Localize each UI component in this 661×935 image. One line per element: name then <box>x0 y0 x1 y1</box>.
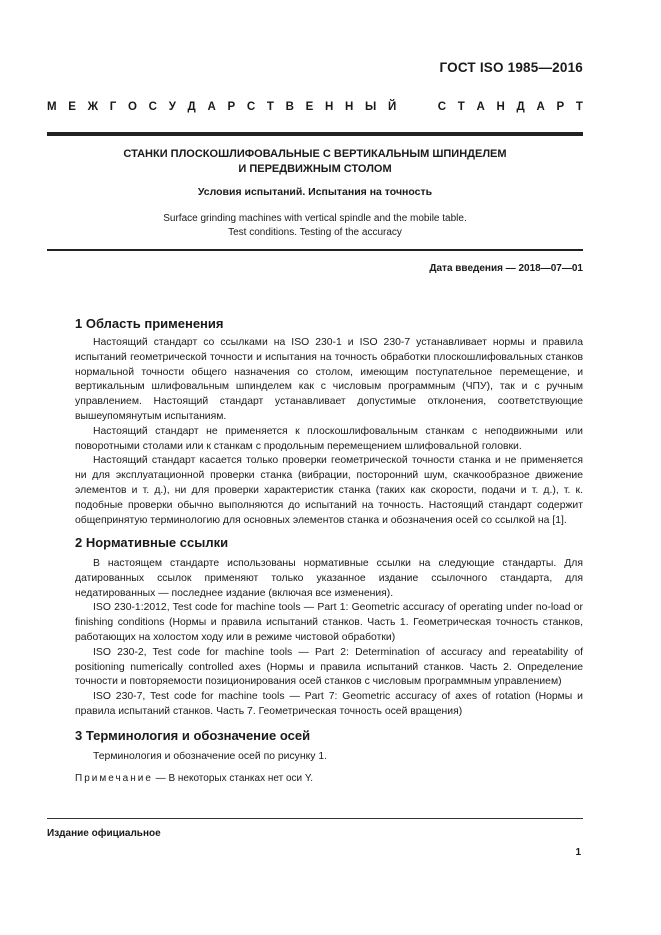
interstate-letter: О <box>128 101 137 113</box>
section-2-paragraph-1: В настоящем стандарте использованы нормативные ссылки на следующие стандарты. Для датированных ссылок применяют только указанное издание ссылочного стандарта, для недатированных — последнее издание (включая все изменения). <box>75 558 583 599</box>
section-2-reference-iso-230-2: ISO 230-2, Test code for machine tools — Part 2: Determination of accuracy and repeatability of positioning numerically controlled axes (Нормы и правила испытаний станков. Часть 2. Определение точности и повторяемости позиционирования осей станков с числовым программным управлением) <box>75 646 583 688</box>
interstate-letter: А <box>476 101 485 113</box>
effective-date: Дата введения — 2018—07—01 <box>429 263 583 274</box>
interstate-letter: Т <box>266 101 274 113</box>
section-3-paragraph-1: Терминология и обозначение осей по рисунку 1. <box>93 751 328 762</box>
title-line-2: И ПЕРЕДВИЖНЫМ СТОЛОМ <box>238 162 392 175</box>
standard-code: ГОСТ ISO 1985—2016 <box>439 60 583 75</box>
interstate-letter <box>423 101 426 113</box>
interstate-letter: У <box>168 101 176 113</box>
interstate-letter: Р <box>556 101 565 113</box>
note-label: Примечание <box>75 773 153 784</box>
interstate-letter: Ы <box>365 101 377 113</box>
section-1-paragraph-3: Настоящий стандарт касается только проверки геометрической точности станка и не применяется ни для эксплуатационной проверки станка (вибрации, посторонний шум, скачкообразное движение элементов и т. д.), ни для проверки характеристик станка (таких как скорости, подачи и т. д.), т. к. подобные проверки обычно выполняются до испытаний на точность. Настоящий стандарт содержит общепринятую терминологию для основных элементов станка и обозначения осей со ссылкой на [1]. <box>75 455 583 526</box>
interstate-letter <box>408 101 411 113</box>
interstate-letter: Т <box>457 101 465 113</box>
interstate-letter: Й <box>387 101 397 113</box>
interstate-letter: Д <box>187 101 196 113</box>
section-1-heading: 1 Область применения <box>75 316 224 331</box>
interstate-letter: С <box>246 101 256 113</box>
interstate-letter: Е <box>305 101 314 113</box>
english-title-line-1: Surface grinding machines with vertical spindle and the mobile table. <box>163 213 467 224</box>
header-rule <box>47 132 583 136</box>
interstate-letter: В <box>285 101 294 113</box>
section-1-body <box>75 336 583 528</box>
english-title-line-2: Test conditions. Testing of the accuracy <box>228 226 402 238</box>
interstate-letter: Н <box>324 101 334 113</box>
interstate-letter: М <box>47 101 57 113</box>
section-1-paragraph-2: Настоящий стандарт не применяется к плоскошлифовальным станкам с неподвижными или поворотными столами или к станкам с продольным перемещением шлифовальной головки. <box>75 425 583 452</box>
interstate-letter: А <box>207 101 216 113</box>
title-rule <box>47 249 583 251</box>
interstate-standard-banner <box>47 101 583 113</box>
section-2-reference-iso-230-7: ISO 230-7, Test code for machine tools — Part 7: Geometric accuracy of axes of rotation (Нормы и правила испытаний станков. Часть 7. Геометрическая точность осей вращения) <box>75 691 583 717</box>
standard-subtitle: Условия испытаний. Испытания на точность <box>197 186 433 198</box>
interstate-letter: С <box>148 101 157 113</box>
interstate-letter: Д <box>516 101 525 113</box>
interstate-letter: Р <box>227 101 236 113</box>
interstate-letter: Е <box>68 101 76 113</box>
english-title <box>47 212 583 239</box>
section-2-reference-iso-230-1: ISO 230-1:2012, Test code for machine tools — Part 1: Geometric accuracy of operating under no-load or finishing conditions (Нормы и правила испытаний станков. Часть 1. Геометрическая точность станков, работающих на холостом ходу или в режиме чистовой обработки) <box>75 602 583 643</box>
section-3-note <box>75 772 583 787</box>
title-line-1: СТАНКИ ПЛОСКОШЛИФОВАЛЬНЫЕ С ВЕРТИКАЛЬНЫМ ШПИНДЕЛЕМ <box>123 148 507 160</box>
page-number: 1 <box>575 847 581 858</box>
interstate-letter: Н <box>345 101 354 113</box>
interstate-letter: Т <box>575 101 583 113</box>
section-3-body <box>75 750 583 765</box>
section-3-heading: 3 Терминология и обозначение осей <box>75 728 311 743</box>
interstate-letter: С <box>437 101 447 113</box>
section-2-body <box>75 557 583 720</box>
interstate-letter: Г <box>109 101 117 113</box>
section-1-paragraph-1: Настоящий стандарт со ссылками на ISO 230-1 и ISO 230-7 устанавливает нормы и правила испытаний геометрической точности и испытания на точность обработки плоскошлифовальных станков нормальной точности общего назначения со столом, имеющим поступательное перемещение, и вертикальным шлифовальным шпинделем как с числовым программным (ЧПУ), так и с ручным управлением. Настоящий стандарт устанавливает допустимые отклонения, соответствующие вышеупомянутым испытаниям. <box>75 337 583 422</box>
section-2-heading: 2 Нормативные ссылки <box>75 535 229 550</box>
note-text: — В некоторых станках нет оси Y. <box>152 773 314 784</box>
interstate-letter: Н <box>496 101 505 113</box>
interstate-letter: Ж <box>87 101 99 113</box>
official-edition-label: Издание официальное <box>47 828 161 839</box>
footer-rule <box>47 818 583 819</box>
standard-title <box>47 147 583 176</box>
interstate-letter: А <box>536 101 545 113</box>
